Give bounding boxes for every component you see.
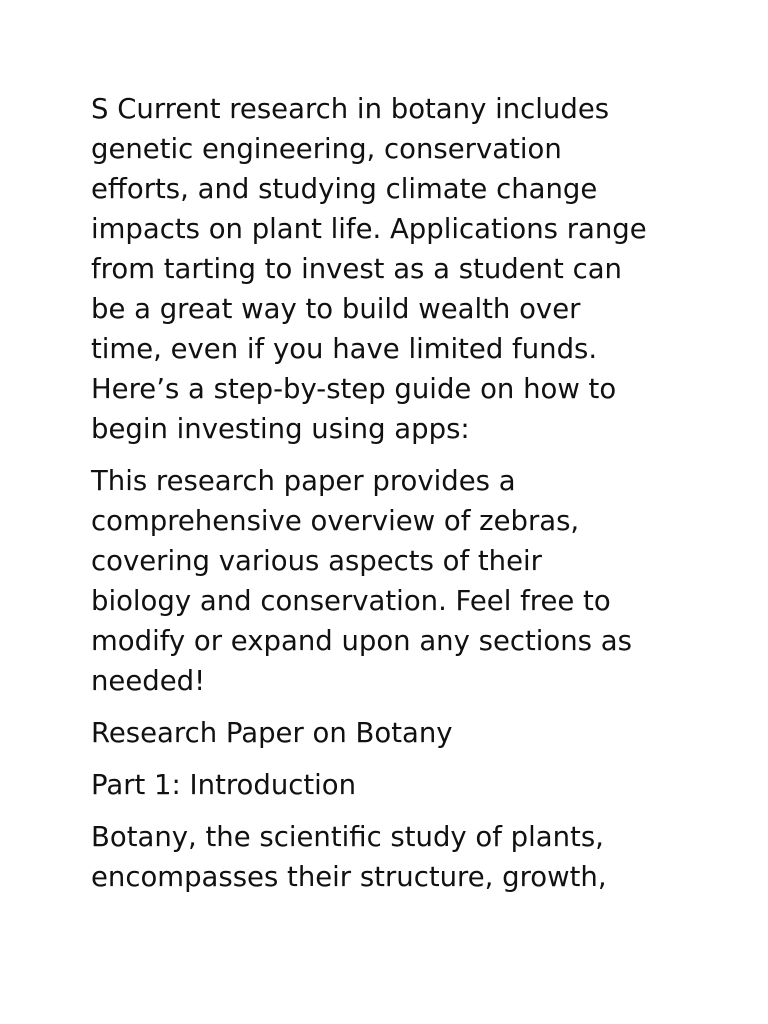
- paragraph-introduction: Botany, the scientific study of plants, encompasses their structure, growth,: [91, 821, 607, 893]
- paragraph-botany-investing: S Current research in botany includes genetic engineering, conservation efforts, and studying climate change impacts on plant life. Applications range from tarting to invest as a student can be a great way to build wealth over time, even if you have limited funds. Here’s a step-by-step guide on how to begin investing using apps:: [91, 93, 647, 445]
- paper-title: Research Paper on Botany: [91, 717, 453, 749]
- section-heading: Part 1: Introduction: [91, 769, 357, 801]
- document-body: [91, 89, 691, 909]
- paragraph-zebras-overview: This research paper provides a comprehensive overview of zebras, covering various aspects of their biology and conservation. Feel free to modify or expand upon any sections as needed!: [91, 465, 632, 697]
